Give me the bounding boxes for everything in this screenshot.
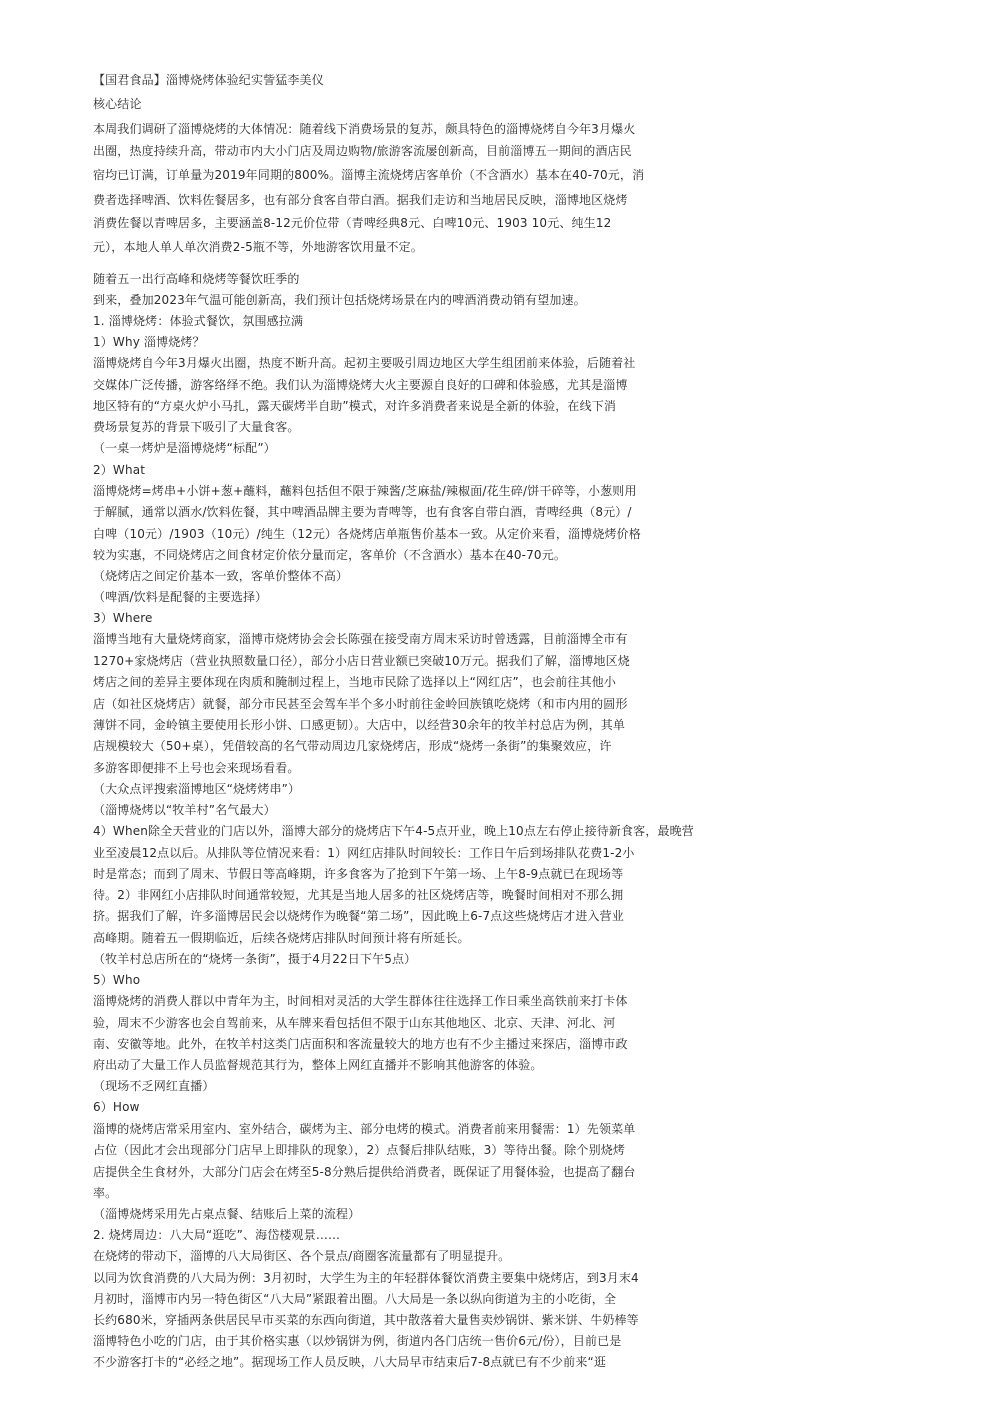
paragraph-line: 1270+家烧烤店（营业执照数量口径），部分小店日营业额已突破10万元。据我们了解，淄博地区烧 (93, 654, 630, 668)
figure-caption: （烧烤店之间定价基本一致，客单价整体不高） (93, 569, 349, 583)
paragraph-line: 月初时，淄博市内另一特色街区“八大局”紧跟着出圈。八大局是一条以纵向街道为主的小吃街，全 (93, 1292, 617, 1306)
section-heading: 1. 淄博烧烤：体验式餐饮，氛围感拉满 (93, 314, 304, 328)
paragraph-line: 淄博烧烤的消费人群以中青年为主，时间相对灵活的大学生群体往往选择工作日乘坐高铁前来打卡体 (93, 994, 628, 1008)
subsection-heading: 3）Where (93, 611, 153, 625)
figure-caption: （一桌一烤炉是淄博烧烤“标配”） (93, 441, 276, 455)
paragraph-line: 在烧烤的带动下，淄博的八大局街区、各个景点/商圈客流量都有了明显提升。 (93, 1249, 511, 1263)
paragraph-line: 占位（因此才会出现部分门店早上即排队的现象），2）点餐后排队结账，3）等待出餐。除个别烧烤 (93, 1143, 626, 1157)
report-title: 【国君食品】淄博烧烤体验纪实訾猛李美仪 (93, 73, 324, 87)
paragraph-line: 店规模较大（50+桌），凭借较高的名气带动周边几家烧烤店，形成“烧烤一条街”的集聚效应，许 (93, 739, 612, 753)
section-heading: 2. 烧烤周边：八大局“逛吃”、海岱楼观景…… (93, 1228, 341, 1242)
paragraph-line: 元），本地人单人单次消费2-5瓶不等，外地游客饮用量不定。 (93, 240, 423, 254)
paragraph-line: 白啤（10元）/1903（10元）/纯生（12元）各烧烤店单瓶售价基本一致。从定价来看，淄博烧烤价格 (93, 527, 641, 541)
paragraph-line: 4）When除全天营业的门店以外，淄博大部分的烧烤店下午4-5点开业，晚上10点左右停止接待新食客，最晚营 (93, 824, 694, 838)
paragraph-line: 到来，叠加2023年气温可能创新高，我们预计包括烧烤场景在内的啤酒消费动销有望加速。 (93, 293, 586, 307)
section-heading-core-conclusion: 核心结论 (93, 97, 142, 111)
paragraph-line: 烤店之间的差异主要体现在肉质和腌制过程上，当地市民除了选择以上“网红店”，也会前往其他小 (93, 675, 617, 689)
paragraph-line: 验，周末不少游客也会自驾前来，从车牌来看包括但不限于山东其他地区、北京、天津、河北、河 (93, 1016, 616, 1030)
figure-caption: （淄博烧烤以“牧羊村”名气最大） (93, 803, 276, 817)
paragraph-line: 南、安徽等地。此外，在牧羊村这类门店面积和客流量较大的地方也有不少主播过来探店，淄博市政 (93, 1037, 628, 1051)
paragraph-line: 淄博的烧烤店常采用室内、室外结合，碳烤为主、部分电烤的模式。消费者前来用餐需：1）先领菜单 (93, 1122, 636, 1136)
paragraph-line: 率。 (93, 1186, 118, 1200)
figure-caption: （啤酒/饮料是配餐的主要选择） (93, 590, 268, 604)
paragraph-line: 费场景复苏的背景下吸引了大量食客。 (93, 420, 300, 434)
subsection-heading: 5）Who (93, 973, 141, 987)
paragraph-line: 府出动了大量工作人员监督规范其行为，整体上网红直播并不影响其他游客的体验。 (93, 1058, 543, 1072)
paragraph-line: 淄博当地有大量烧烤商家，淄博市烧烤协会会长陈强在接受南方周末采访时曾透露，目前淄博全市有 (93, 632, 628, 646)
paragraph-line: 薄饼不同，金岭镇主要使用长形小饼、口感更韧）。大店中，以经营30余年的牧羊村总店为例，其单 (93, 718, 626, 732)
paragraph-line: 以同为饮食消费的八大局为例：3月初时，大学生为主的年轻群体餐饮消费主要集中烧烤店，到3月末4 (93, 1271, 639, 1285)
paragraph-line: 淄博烧烤=烤串+小饼+葱+蘸料，蘸料包括但不限于辣酱/芝麻盐/辣椒面/花生碎/饼干碎等，小葱则用 (93, 484, 637, 498)
subsection-heading: 2）What (93, 463, 146, 477)
subsection-heading: 1）Why 淄博烧烤？ (93, 335, 205, 349)
paragraph-line: 宿均已订满，订单量为2019年同期的800%。淄博主流烧烤店客单价（不含酒水）基本在40-70元，消 (93, 168, 645, 182)
paragraph-line: 挤。据我们了解，许多淄博居民会以烧烤作为晚餐“第二场”，因此晚上6-7点这些烧烤店才进入营业 (93, 909, 624, 923)
paragraph-line: 高峰期。随着五一假期临近，后续各烧烤店排队时间预计将有所延长。 (93, 931, 470, 945)
subsection-heading: 6）How (93, 1100, 140, 1114)
paragraph-line: 长约680米，穿插两条供居民早市买菜的东西向街道，其中散落着大量售卖炒锅饼、紫米饼、牛奶棒等 (93, 1313, 639, 1327)
figure-caption: （淄博烧烤采用先占桌点餐、结账后上菜的流程） (93, 1207, 361, 1221)
paragraph-line: 出圈，热度持续升高，带动市内大小门店及周边购物/旅游客流屡创新高，目前淄博五一期间的酒店民 (93, 144, 632, 158)
paragraph-line: 于解腻，通常以酒水/饮料佐餐，其中啤酒品牌主要为青啤等，也有食客自带白酒，青啤经典（8元）/ (93, 505, 632, 519)
paragraph-line: 本周我们调研了淄博烧烤的大体情况：随着线下消费场景的复苏，颇具特色的淄博烧烤自今年3月爆火 (93, 122, 636, 136)
paragraph-line: 时是常态；而到了周末、节假日等高峰期，许多食客为了抢到下午第一场、上午8-9点就已在现场等 (93, 867, 624, 881)
paragraph-line: 地区特有的“方桌火炉小马扎，露天碳烤半自助”模式，对许多消费者来说是全新的体验，在线下消 (93, 399, 617, 413)
paragraph-line: 淄博烧烤自今年3月爆火出圈，热度不断升高。起初主要吸引周边地区大学生组团前来体验，后随着社 (93, 356, 636, 370)
paragraph-line: 多游客即便排不上号也会来现场看看。 (93, 761, 300, 775)
paragraph-line: 业至凌晨12点以后。从排队等位情况来看：1）网红店排队时间较长：工作日午后到场排队花费1-2小 (93, 846, 635, 860)
figure-caption: （牧羊村总店所在的“烧烤一条街”，摄于4月22日下午5点） (93, 952, 417, 966)
paragraph-line: 不少游客打卡的“必经之地”。据现场工作人员反映，八大局早市结束后7-8点就已有不少前来“逛 (93, 1355, 607, 1369)
paragraph-line: 淄博特色小吃的门店，由于其价格实惠（以炒锅饼为例，街道内各门店统一售价6元/份），目前已是 (93, 1334, 622, 1348)
paragraph-line: 随着五一出行高峰和烧烤等餐饮旺季的 (93, 272, 300, 286)
figure-caption: （大众点评搜索淄博地区“烧烤烤串”） (93, 782, 301, 796)
paragraph-line: 费者选择啤酒、饮料佐餐居多，也有部分食客自带白酒。据我们走访和当地居民反映，淄博地区烧烤 (93, 193, 628, 207)
figure-caption: （现场不乏网红直播） (93, 1079, 215, 1093)
paragraph-line: 较为实惠，不同烧烤店之间食材定价依分量而定，客单价（不含酒水）基本在40-70元。 (93, 548, 567, 562)
paragraph-line: 店（如社区烧烤店）就餐，部分市民甚至会驾车半个多小时前往金岭回族镇吃烧烤（和市内用的圆形 (93, 697, 628, 711)
paragraph-line: 交媒体广泛传播，游客络绎不绝。我们认为淄博烧烤大火主要源自良好的口碑和体验感，尤其是淄博 (93, 378, 628, 392)
paragraph-line: 消费佐餐以青啤居多，主要涵盖8-12元价位带（青啤经典8元、白啤10元、1903 10元、纯生12 (93, 216, 612, 230)
paragraph-line: 待。2）非网红小店排队时间通常较短，尤其是当地人居多的社区烧烤店等，晚餐时间相对不那么拥 (93, 888, 624, 902)
paragraph-line: 店提供全生食材外，大部分门店会在烤至5-8分熟后提供给消费者，既保证了用餐体验，也提高了翻台 (93, 1165, 636, 1179)
